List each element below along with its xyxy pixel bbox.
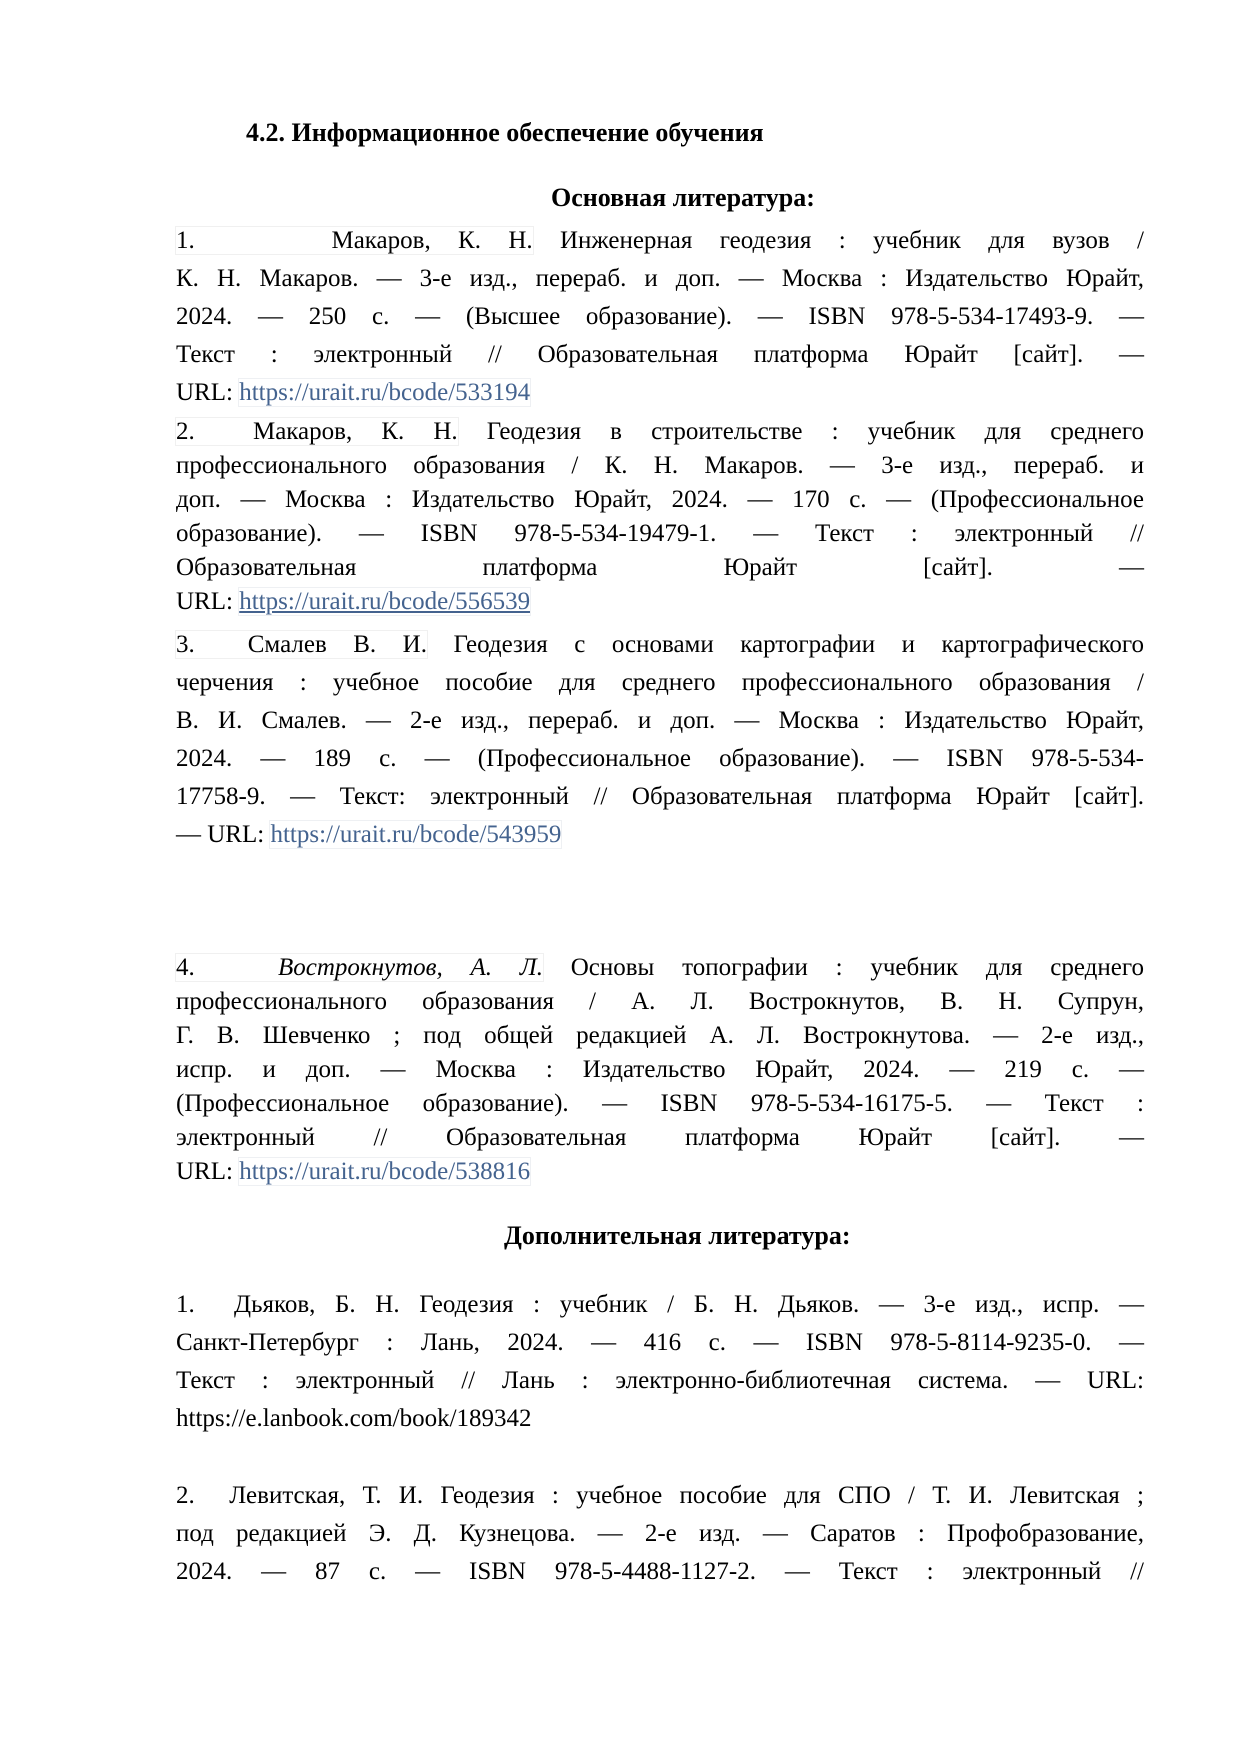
url-label: URL: xyxy=(176,588,240,615)
item-number-author: 3. Смалев В. И. xyxy=(176,631,427,658)
item-text-line: 2024. — 250 с. — (Высшее образование). — ISBN 978-5-534-17493-9. — xyxy=(176,303,1144,330)
item-url-link[interactable]: https://urait.ru/bcode/543959 xyxy=(270,821,562,848)
item-number-author: 2. Макаров, К. Н. xyxy=(176,418,458,445)
item-number: 2. xyxy=(176,1482,195,1509)
main-literature-item-1 xyxy=(176,222,1144,412)
item-text-line: электронный // Образовательная платформа Юрайт [сайт]. — xyxy=(176,1124,1144,1151)
item-url-link[interactable]: https://urait.ru/bcode/533194 xyxy=(239,379,531,406)
item-author: Смалев В. И. xyxy=(247,631,427,658)
extra-literature-item-1 xyxy=(176,1286,1144,1438)
item-text-line: Основы топографии : учебник для среднего xyxy=(570,954,1144,981)
item-text-line: образование). — ISBN 978-5-534-19479-1. — Текст : электронный // xyxy=(176,520,1144,547)
item-text-line: Г. В. Шевченко ; под общей редакцией А. Л. Вострокнутова. — 2-е изд., xyxy=(176,1022,1144,1049)
item-text-line: под редакцией Э. Д. Кузнецова. — 2-е изд. — Саратов : Профобразование, xyxy=(176,1520,1144,1547)
item-url-link[interactable]: https://urait.ru/bcode/538816 xyxy=(239,1158,531,1185)
section-title: 4.2. Информационное обеспечение обучения xyxy=(246,118,764,147)
item-author: Макаров, К. Н. xyxy=(252,418,458,445)
item-text-line: 17758-9. — Текст: электронный // Образовательная платформа Юрайт [сайт]. xyxy=(176,783,1144,810)
item-author: Макаров, К. Н. xyxy=(331,227,533,254)
item-text-line: 2024. — 189 с. — (Профессиональное образование). — ISBN 978-5-534- xyxy=(176,745,1144,772)
url-label: URL: xyxy=(176,1158,240,1185)
item-text-line: Геодезия в строительстве : учебник для среднего xyxy=(486,418,1145,445)
item-author: Вострокнутов, А. Л. xyxy=(278,954,543,981)
item-text-line: Текст : электронный // Лань : электронно-библиотечная система. — URL: xyxy=(176,1367,1144,1394)
item-text-line: профессионального образования / К. Н. Макаров. — 3-е изд., перераб. и xyxy=(176,452,1144,479)
item-text-line: Инженерная геодезия : учебник для вузов / xyxy=(559,227,1144,254)
item-text-line: Дьяков, Б. Н. Геодезия : учебник / Б. Н. Дьяков. — 3-е изд., испр. — xyxy=(234,1291,1144,1318)
item-text-line: К. Н. Макаров. — 3-е изд., перераб. и доп. — Москва : Издательство Юрайт, xyxy=(176,265,1144,292)
item-text-line: Санкт-Петербург : Лань, 2024. — 416 с. — ISBN 978-5-8114-9235-0. — xyxy=(176,1329,1144,1356)
item-text-line: Левитская, Т. И. Геодезия : учебное пособие для СПО / Т. И. Левитская ; xyxy=(229,1482,1145,1509)
main-literature-item-4 xyxy=(176,951,1144,1189)
item-text-line: доп. — Москва : Издательство Юрайт, 2024. — 170 с. — (Профессиональное xyxy=(176,486,1144,513)
main-literature-item-3 xyxy=(176,626,1144,854)
item-text-line: Геодезия с основами картографии и картографического xyxy=(453,631,1145,658)
item-text-line: профессионального образования / А. Л. Вострокнутов, В. Н. Супрун, xyxy=(176,988,1144,1015)
item-text-line: Текст : электронный // Образовательная платформа Юрайт [сайт]. — xyxy=(176,341,1144,368)
item-text-line: черчения : учебное пособие для среднего профессионального образования / xyxy=(176,669,1144,696)
item-text-line: (Профессиональное образование). — ISBN 978-5-534-16175-5. — Текст : xyxy=(176,1090,1144,1117)
url-label: URL: xyxy=(176,379,240,406)
item-text-line: испр. и доп. — Москва : Издательство Юрайт, 2024. — 219 с. — xyxy=(176,1056,1144,1083)
extra-literature-item-2 xyxy=(176,1477,1144,1591)
url-label: — URL: xyxy=(176,821,271,848)
item-number-author: 4. Вострокнутов, А. Л. xyxy=(176,954,543,981)
item-url-link[interactable]: https://urait.ru/bcode/556539 xyxy=(239,588,531,615)
item-text-line: https://e.lanbook.com/book/189342 xyxy=(176,1405,532,1432)
item-text-line: 2024. — 87 с. — ISBN 978-5-4488-1127-2. — Текст : электронный // xyxy=(176,1558,1144,1585)
item-text-line: В. И. Смалев. — 2-е изд., перераб. и доп. — Москва : Издательство Юрайт, xyxy=(176,707,1144,734)
item-text-line: Образовательная платформа Юрайт [сайт]. — xyxy=(176,554,1144,581)
main-literature-heading: Основная литература: xyxy=(551,183,815,212)
item-number: 1. xyxy=(176,1291,195,1318)
item-number-author: 1. Макаров, К. Н. xyxy=(176,227,533,254)
extra-literature-heading: Дополнительная литература: xyxy=(504,1221,851,1250)
main-literature-item-2 xyxy=(176,415,1144,619)
